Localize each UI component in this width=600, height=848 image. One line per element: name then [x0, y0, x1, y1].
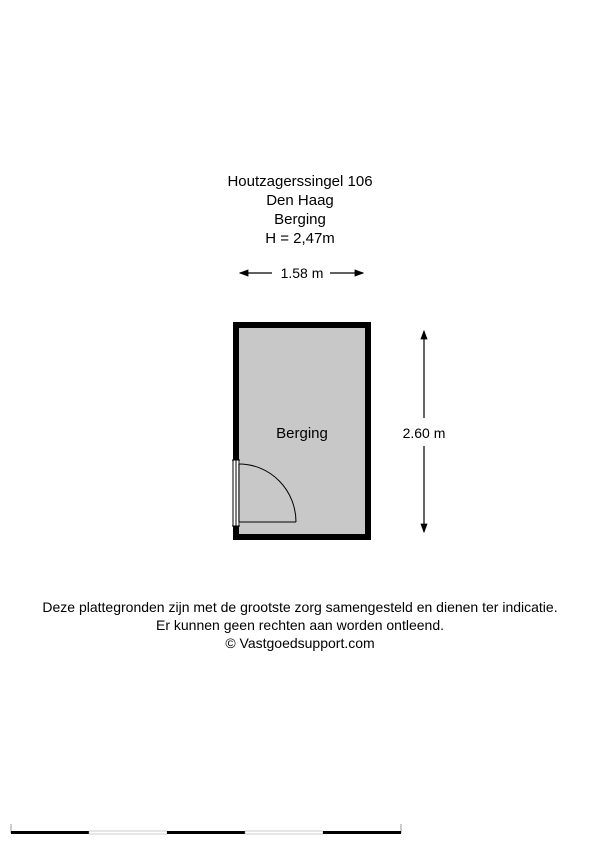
room-label: Berging [276, 425, 328, 442]
depth-dimension [403, 331, 446, 532]
scale-bar [0, 820, 600, 840]
width-label: 1.58 m [280, 265, 324, 281]
ceiling-height-text: H = 2,47m [265, 230, 335, 247]
disclaimer-line-1: Deze plattegronden zijn met de grootste zorg samengesteld en dienen ter indicatie. [42, 599, 558, 615]
scale-bar-segment-1 [11, 831, 89, 834]
disclaimer [0, 598, 600, 652]
floor-name-text: Berging [274, 211, 326, 228]
address-text: Houtzagerssingel 106 [227, 173, 373, 190]
scale-bar-segment-3 [167, 831, 245, 834]
scale-bar-segment-2 [89, 831, 167, 834]
disclaimer-line-2: Er kunnen geen rechten aan worden ontleend. [156, 617, 444, 633]
depth-label: 2.60 m [402, 425, 446, 441]
width-dimension [240, 265, 363, 281]
scale-bar-segment-4 [245, 831, 323, 834]
copyright-text: © Vastgoedsupport.com [225, 635, 375, 651]
city-text: Den Haag [266, 192, 334, 209]
scale-bar-segment-5 [323, 831, 401, 834]
